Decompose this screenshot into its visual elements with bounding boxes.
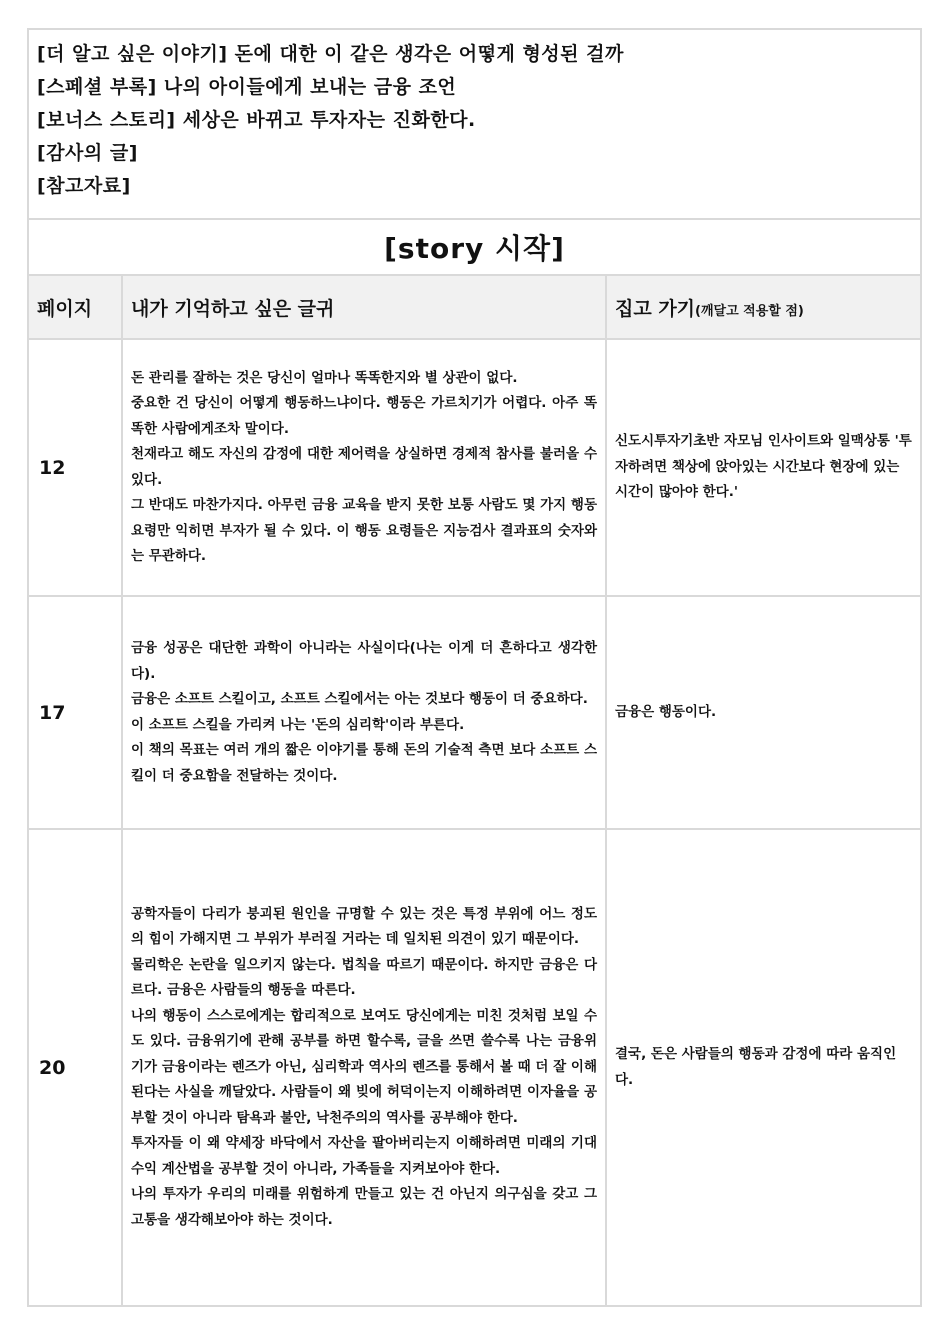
- page-number: 17: [28, 596, 122, 829]
- toc-item: [감사의 글]: [37, 142, 138, 164]
- toc-item: [참고자료]: [37, 175, 131, 197]
- takeaway-cell: 금융은 행동이다.: [606, 596, 921, 829]
- quote-paragraph: 천재라고 해도 자신의 감정에 대한 제어력을 상실하면 경제적 참사를 불러올 수 있다.: [131, 446, 597, 488]
- table-row: [28, 596, 921, 829]
- quote-cell: [122, 339, 606, 596]
- toc-row: [28, 29, 921, 219]
- header-takeaway-main: 집고 가기: [615, 297, 696, 320]
- table-row: [28, 829, 921, 1306]
- page-number: 20: [28, 829, 122, 1306]
- quote-paragraph: 나의 투자가 우리의 미래를 위험하게 만들고 있는 건 아닌지 의구심을 갖고 그 고통을 생각해보아야 하는 것이다.: [131, 1186, 597, 1228]
- header-takeaway: [606, 275, 921, 339]
- header-page: 페이지: [28, 275, 122, 339]
- quote-paragraph: 금융은 소프트 스킬이고, 소프트 스킬에서는 아는 것보다 행동이 더 중요하다.: [131, 691, 588, 707]
- quote-paragraph: 나의 행동이 스스로에게는 합리적으로 보여도 당신에게는 미친 것처럼 보일 수도 있다. 금융위기에 관해 공부를 하면 할수록, 글을 쓰면 쓸수록 나는 금융위기가 금융이라는 렌즈가 아닌, 심리학과 역사의 렌즈를 통해서 볼 때 더 잘 이해된다는 사실을 깨달았다. 사람들이 왜 빚에 허덕이는지 이해하려면 이자율을 공부할 것이 아니라 탐욕과 불안, 낙천주의의 역사를 공부해야 한다.: [131, 1007, 597, 1126]
- quote-paragraph: 돈 관리를 잘하는 것은 당신이 얼마나 똑똑한지와 별 상관이 없다.: [131, 369, 518, 386]
- quote-paragraph: 이 책의 목표는 여러 개의 짧은 이야기를 통해 돈의 기술적 측면 보다 소프트 스킬이 더 중요함을 전달하는 것이다.: [131, 742, 597, 784]
- quote-paragraph: 물리학은 논란을 일으키지 않는다. 법칙을 따르기 때문이다. 하지만 금융은 다르다. 금융은 사람들의 행동을 따른다.: [131, 956, 597, 999]
- toc-item: [보너스 스토리] 세상은 바뀌고 투자자는 진화한다.: [37, 109, 476, 131]
- toc-item: [스페셜 부록] 나의 아이들에게 보내는 금융 조언: [37, 76, 457, 98]
- story-title: [story 시작]: [28, 219, 921, 275]
- quote-cell: [122, 596, 606, 829]
- toc-cell: [28, 29, 921, 219]
- quote-paragraph: 이 소프트 스킬을 가리켜 나는 '돈의 심리학'이라 부른다.: [131, 716, 465, 733]
- table-header-row: [28, 275, 921, 339]
- header-takeaway-sub: (깨달고 적용할 점): [695, 303, 804, 319]
- quote-paragraph: 공학자들이 다리가 붕괴된 원인을 규명할 수 있는 것은 특정 부위에 어느 정도의 힘이 가해지면 그 부위가 부러질 거라는 데 일치된 의견이 있기 때문이다.: [131, 905, 597, 948]
- quote-paragraph: 투자자들 이 왜 약세장 바닥에서 자산을 팔아버리는지 이해하려면 미래의 기대수익 계산법을 공부할 것이 아니라, 가족들을 지켜보아야 한다.: [131, 1135, 597, 1177]
- takeaway-cell: 신도시투자기초반 자모님 인사이트와 일맥상통 '투자하려면 책상에 앉아있는 시간보다 현장에 있는 시간이 많아야 한다.': [606, 339, 921, 596]
- reading-notes-table: [27, 28, 922, 1307]
- takeaway-cell: 결국, 돈은 사람들의 행동과 감정에 따라 움직인다.: [606, 829, 921, 1306]
- page-number: 12: [28, 339, 122, 596]
- story-title-row: [28, 219, 921, 275]
- quote-cell: [122, 829, 606, 1306]
- quote-paragraph: 그 반대도 마찬가지다. 아무런 금융 교육을 받지 못한 보통 사람도 몇 가지 행동 요령만 익히면 부자가 될 수 있다. 이 행동 요령들은 지능검사 결과표의 숫자와는 무관하다.: [131, 497, 597, 564]
- table-row: [28, 339, 921, 596]
- header-quote: 내가 기억하고 싶은 글귀: [122, 275, 606, 339]
- toc-item: [더 알고 싶은 이야기] 돈에 대한 이 같은 생각은 어떻게 형성된 걸까: [37, 43, 624, 65]
- quote-paragraph: 중요한 건 당신이 어떻게 행동하느냐이다. 행동은 가르치기가 어렵다. 아주 똑똑한 사람에게조차 말이다.: [131, 395, 597, 437]
- quote-paragraph: 금융 성공은 대단한 과학이 아니라는 사실이다(나는 이게 더 흔하다고 생각한다).: [131, 640, 597, 682]
